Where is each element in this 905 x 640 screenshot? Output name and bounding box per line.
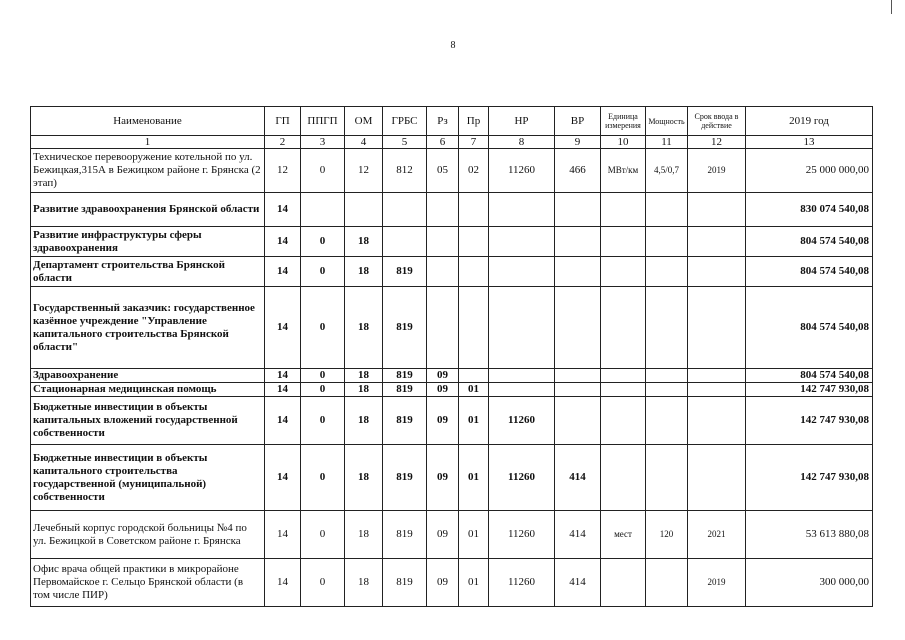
table-row: [31, 511, 873, 559]
row-code-cell: [601, 193, 646, 227]
row-code-cell: 0: [301, 511, 345, 559]
row-amount-cell: 53 613 880,08: [746, 511, 873, 559]
row-code-cell: 14: [265, 383, 301, 397]
column-number: 1: [31, 136, 265, 149]
row-code-cell: [688, 445, 746, 511]
row-code-cell: [688, 193, 746, 227]
row-code-cell: 0: [301, 149, 345, 193]
row-name-cell: Лечебный корпус городской больницы №4 по ул. Бежицкой в Советском районе г. Брянска: [31, 511, 265, 559]
header-cell: ППГП: [301, 107, 345, 136]
row-code-cell: [427, 227, 459, 257]
row-code-cell: [601, 369, 646, 383]
row-code-cell: [427, 287, 459, 369]
row-amount-cell: 142 747 930,08: [746, 383, 873, 397]
row-amount-cell: 142 747 930,08: [746, 397, 873, 445]
table-row: [31, 227, 873, 257]
row-code-cell: [646, 445, 688, 511]
row-code-cell: 09: [427, 445, 459, 511]
column-number: 6: [427, 136, 459, 149]
budget-table: [30, 106, 873, 607]
row-code-cell: [688, 397, 746, 445]
row-code-cell: 414: [555, 511, 601, 559]
row-code-cell: 18: [345, 559, 383, 607]
table-row: [31, 287, 873, 369]
row-name-cell: Техническое перевооружение котельной по ул. Бежицкая,315А в Бежицком районе г. Брянска (2 этап): [31, 149, 265, 193]
row-amount-cell: 142 747 930,08: [746, 445, 873, 511]
row-code-cell: [688, 287, 746, 369]
row-code-cell: 0: [301, 369, 345, 383]
row-code-cell: 18: [345, 383, 383, 397]
row-name-cell: Развитие здравоохранения Брянской области: [31, 193, 265, 227]
table-row: [31, 149, 873, 193]
row-code-cell: [646, 193, 688, 227]
row-code-cell: 14: [265, 369, 301, 383]
row-code-cell: 0: [301, 559, 345, 607]
row-code-cell: 09: [427, 559, 459, 607]
row-code-cell: [688, 369, 746, 383]
header-cell: 2019 год: [746, 107, 873, 136]
scan-edge-mark: [891, 0, 892, 14]
row-code-cell: [555, 287, 601, 369]
row-code-cell: 14: [265, 287, 301, 369]
row-code-cell: [555, 227, 601, 257]
row-code-cell: [601, 287, 646, 369]
row-code-cell: 819: [383, 511, 427, 559]
header-cell: Рз: [427, 107, 459, 136]
row-code-cell: 0: [301, 397, 345, 445]
row-code-cell: [688, 227, 746, 257]
row-code-cell: [489, 257, 555, 287]
header-cell: ГП: [265, 107, 301, 136]
row-code-cell: [646, 369, 688, 383]
row-name-cell: Департамент строительства Брянской области: [31, 257, 265, 287]
row-code-cell: 14: [265, 445, 301, 511]
row-code-cell: 05: [427, 149, 459, 193]
header-cell: Пр: [459, 107, 489, 136]
row-code-cell: 18: [345, 287, 383, 369]
row-code-cell: 18: [345, 227, 383, 257]
header-cell: Мощность: [646, 107, 688, 136]
table-row: [31, 445, 873, 511]
row-code-cell: 01: [459, 383, 489, 397]
table-row: [31, 369, 873, 383]
header-cell: Срок ввода в действие: [688, 107, 746, 136]
row-amount-cell: 25 000 000,00: [746, 149, 873, 193]
row-code-cell: 819: [383, 397, 427, 445]
header-cell: ОМ: [345, 107, 383, 136]
row-code-cell: 0: [301, 287, 345, 369]
row-code-cell: 18: [345, 445, 383, 511]
row-code-cell: [601, 227, 646, 257]
row-code-cell: [459, 257, 489, 287]
row-code-cell: [301, 193, 345, 227]
row-code-cell: 12: [265, 149, 301, 193]
row-name-cell: Стационарная медицинская помощь: [31, 383, 265, 397]
table-row: [31, 559, 873, 607]
row-code-cell: 414: [555, 445, 601, 511]
row-code-cell: 01: [459, 559, 489, 607]
row-code-cell: [601, 445, 646, 511]
row-code-cell: 11260: [489, 511, 555, 559]
row-code-cell: 18: [345, 511, 383, 559]
row-code-cell: [489, 383, 555, 397]
column-number: 8: [489, 136, 555, 149]
row-code-cell: 0: [301, 257, 345, 287]
row-code-cell: 819: [383, 445, 427, 511]
row-code-cell: [601, 257, 646, 287]
row-code-cell: 819: [383, 559, 427, 607]
row-code-cell: 819: [383, 383, 427, 397]
header-cell: Наименование: [31, 107, 265, 136]
column-number: 2: [265, 136, 301, 149]
row-code-cell: [555, 397, 601, 445]
column-number: 7: [459, 136, 489, 149]
row-code-cell: [555, 257, 601, 287]
row-code-cell: 819: [383, 257, 427, 287]
row-code-cell: 2019: [688, 149, 746, 193]
table-row: [31, 383, 873, 397]
row-name-cell: Бюджетные инвестиции в объекты капитальных вложений государственной собственности: [31, 397, 265, 445]
header-cell: Единица измерения: [601, 107, 646, 136]
row-code-cell: [601, 383, 646, 397]
row-code-cell: [555, 369, 601, 383]
row-code-cell: [555, 383, 601, 397]
row-code-cell: 0: [301, 383, 345, 397]
row-code-cell: 4,5/0,7: [646, 149, 688, 193]
row-code-cell: 01: [459, 445, 489, 511]
row-code-cell: [459, 227, 489, 257]
row-code-cell: [489, 227, 555, 257]
row-code-cell: 466: [555, 149, 601, 193]
row-code-cell: [688, 257, 746, 287]
row-name-cell: Государственный заказчик: государственное казённое учреждение "Управление капитального строительства Брянской области": [31, 287, 265, 369]
row-code-cell: 18: [345, 369, 383, 383]
row-code-cell: 09: [427, 397, 459, 445]
row-name-cell: Развитие инфраструктуры сферы здравоохранения: [31, 227, 265, 257]
row-code-cell: 2019: [688, 559, 746, 607]
row-code-cell: 2021: [688, 511, 746, 559]
row-code-cell: 14: [265, 397, 301, 445]
row-code-cell: [489, 287, 555, 369]
row-amount-cell: 804 574 540,08: [746, 287, 873, 369]
table-row: [31, 193, 873, 227]
table-row: [31, 257, 873, 287]
row-code-cell: [459, 287, 489, 369]
row-code-cell: 09: [427, 369, 459, 383]
column-number: 3: [301, 136, 345, 149]
row-code-cell: [646, 257, 688, 287]
row-code-cell: мест: [601, 511, 646, 559]
row-code-cell: 11260: [489, 445, 555, 511]
row-code-cell: 09: [427, 511, 459, 559]
column-number: 13: [746, 136, 873, 149]
row-code-cell: 12: [345, 149, 383, 193]
header-cell: ВР: [555, 107, 601, 136]
page-number: 8: [450, 40, 456, 51]
row-name-cell: Здравоохранение: [31, 369, 265, 383]
row-code-cell: 819: [383, 287, 427, 369]
row-code-cell: [646, 397, 688, 445]
column-number: 10: [601, 136, 646, 149]
row-code-cell: [459, 193, 489, 227]
row-name-cell: Офис врача общей практики в микрорайоне Первомайское г. Сельцо Брянской области (в том числе ПИР): [31, 559, 265, 607]
row-code-cell: 11260: [489, 397, 555, 445]
row-code-cell: 14: [265, 193, 301, 227]
row-code-cell: [555, 193, 601, 227]
row-code-cell: [427, 193, 459, 227]
row-code-cell: [489, 369, 555, 383]
row-code-cell: 14: [265, 559, 301, 607]
row-code-cell: [646, 559, 688, 607]
row-name-cell: Бюджетные инвестиции в объекты капитального строительства государственной (муниципальной) собственности: [31, 445, 265, 511]
row-code-cell: [459, 369, 489, 383]
row-code-cell: 02: [459, 149, 489, 193]
row-amount-cell: 804 574 540,08: [746, 227, 873, 257]
row-code-cell: МВт/км: [601, 149, 646, 193]
header-row: [31, 107, 873, 136]
row-code-cell: [383, 227, 427, 257]
row-code-cell: [601, 559, 646, 607]
column-number: 11: [646, 136, 688, 149]
row-code-cell: 14: [265, 511, 301, 559]
column-number: 9: [555, 136, 601, 149]
row-code-cell: 01: [459, 511, 489, 559]
row-code-cell: 11260: [489, 559, 555, 607]
column-number-row: [31, 136, 873, 149]
row-code-cell: [427, 257, 459, 287]
row-code-cell: 14: [265, 227, 301, 257]
column-number: 4: [345, 136, 383, 149]
row-code-cell: 812: [383, 149, 427, 193]
row-code-cell: 18: [345, 257, 383, 287]
column-number: 5: [383, 136, 427, 149]
row-code-cell: 414: [555, 559, 601, 607]
row-code-cell: [688, 383, 746, 397]
header-cell: НР: [489, 107, 555, 136]
row-code-cell: 819: [383, 369, 427, 383]
header-cell: ГРБС: [383, 107, 427, 136]
row-code-cell: [601, 397, 646, 445]
row-code-cell: 11260: [489, 149, 555, 193]
table-row: [31, 397, 873, 445]
row-code-cell: [345, 193, 383, 227]
row-code-cell: [646, 383, 688, 397]
row-code-cell: 14: [265, 257, 301, 287]
row-code-cell: [489, 193, 555, 227]
row-amount-cell: 804 574 540,08: [746, 369, 873, 383]
table-body: [31, 149, 873, 607]
row-amount-cell: 830 074 540,08: [746, 193, 873, 227]
row-amount-cell: 804 574 540,08: [746, 257, 873, 287]
row-code-cell: 0: [301, 227, 345, 257]
column-number: 12: [688, 136, 746, 149]
row-code-cell: 09: [427, 383, 459, 397]
row-code-cell: 18: [345, 397, 383, 445]
row-code-cell: [646, 227, 688, 257]
row-code-cell: [383, 193, 427, 227]
row-code-cell: 120: [646, 511, 688, 559]
row-code-cell: 0: [301, 445, 345, 511]
row-code-cell: [646, 287, 688, 369]
row-code-cell: 01: [459, 397, 489, 445]
row-amount-cell: 300 000,00: [746, 559, 873, 607]
